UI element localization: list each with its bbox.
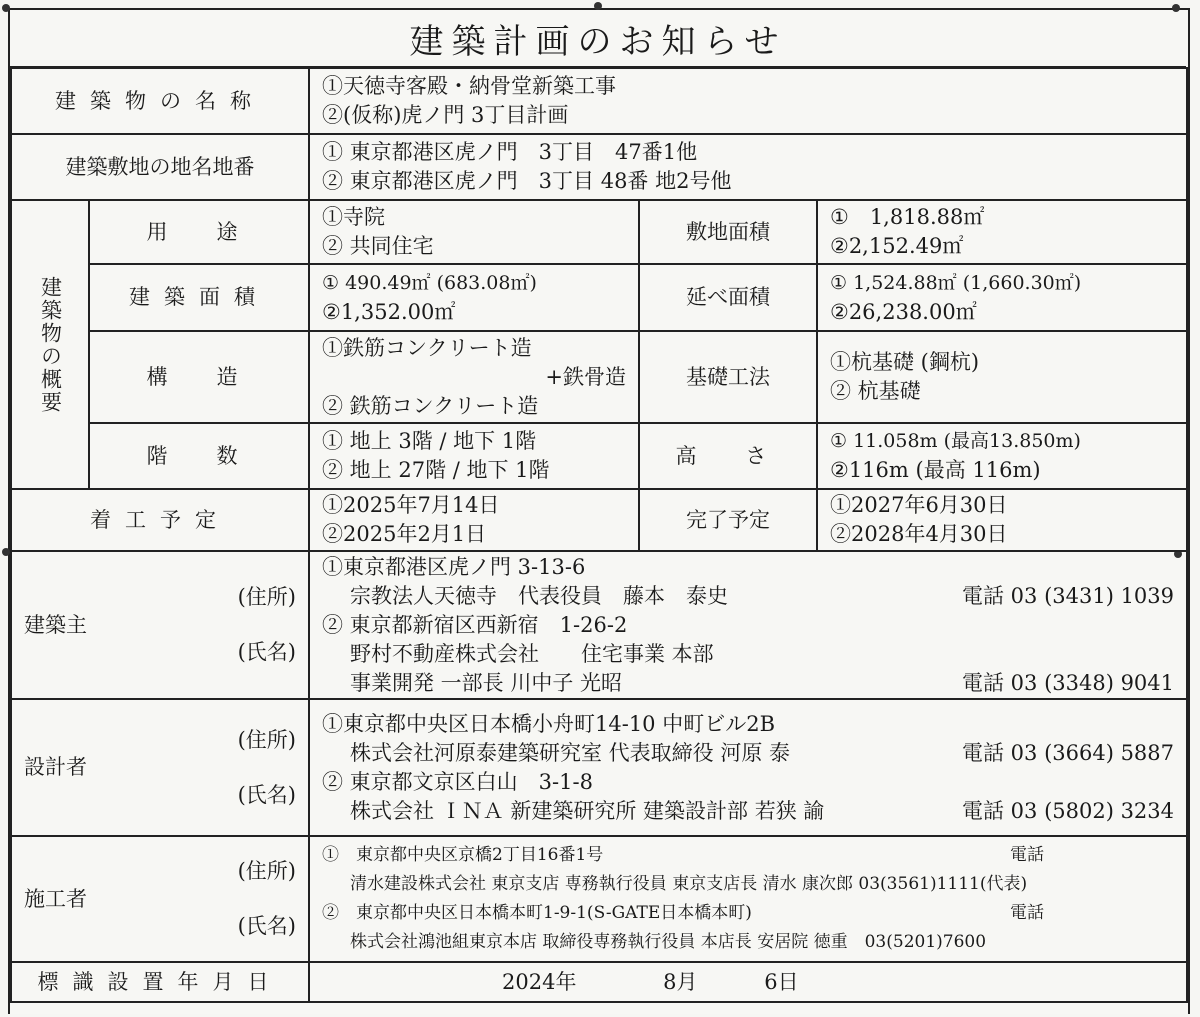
floor-area-value: ① 1,524.88㎡ (1,660.30㎡) ②26,238.00㎡ [817, 264, 1187, 331]
row-building-area [11, 264, 1187, 331]
designer-addr-label: (住所) [237, 727, 296, 752]
notice-table [10, 67, 1188, 1003]
foundation-label: 基礎工法 [639, 331, 817, 423]
site-address-line2: ② 東京都港区虎ノ門 3丁目 48番 地2号他 [322, 169, 732, 193]
designer-label-cell [11, 699, 309, 836]
building-name-line1: ①天徳寺客殿・納骨堂新築工事 [322, 74, 616, 98]
site-area-label: 敷地面積 [639, 200, 817, 264]
floors-value: ① 地上 3階 / 地下 1階 ② 地上 27階 / 地下 1階 [309, 423, 639, 489]
site-address-value [309, 134, 1187, 200]
designer-name-label: (氏名) [237, 782, 296, 807]
site-address-label: 建築敷地の地名地番 [11, 134, 309, 200]
pin-icon [594, 2, 602, 10]
building-area-value: ① 490.49㎡ (683.08㎡) ②1,352.00㎡ [309, 264, 639, 331]
row-floors [11, 423, 1187, 489]
row-owner [11, 551, 1187, 699]
building-area-label: 建築面積 [89, 264, 309, 331]
row-schedule [11, 489, 1187, 551]
posted-label: 標識設置年月日 [11, 962, 309, 1002]
owner-label: 建築主 [24, 612, 87, 637]
owner-name-label: (氏名) [237, 640, 296, 664]
overview-label: 建築物の概要 [11, 200, 89, 489]
posted-month: 8月 [663, 969, 698, 994]
contractor-addr-label: (住所) [237, 859, 296, 883]
designer-value: ①東京都中央区日本橋小舟町14-10 中町ビル2B 株式会社河原泰建築研究室 代表取締役 河原 泰 電話 03 (3664) 5887 ② 東京都文京区白山 3-1-8 株式会社 ＩＮＡ 新建築研究所 建築設計部 若狭 諭 電話 03 (5802) 3234 [309, 699, 1187, 836]
row-posted-date [11, 962, 1187, 1002]
site-area-value: ① 1,818.88㎡ ②2,152.49㎡ [817, 200, 1187, 264]
foundation-value: ①杭基礎 (鋼杭) ② 杭基礎 [817, 331, 1187, 423]
height-value: ① 11.058m (最高13.850m) ②116m (最高 116m) [817, 423, 1187, 489]
end-value: ①2027年6月30日 ②2028年4月30日 [817, 489, 1187, 551]
contractor-label: 施工者 [24, 886, 87, 911]
structure-label: 構 造 [89, 331, 309, 423]
owner-label-cell [11, 551, 309, 699]
floor-area-label: 延べ面積 [639, 264, 817, 331]
page-title: 建築計画のお知らせ [10, 10, 1186, 68]
designer-label: 設計者 [24, 755, 87, 779]
pin-icon [2, 4, 10, 12]
building-name-label: 建築物の名称 [11, 68, 309, 134]
contractor-value: ① 東京都中央区京橋2丁目16番1号 電話 清水建設株式会社 東京支店 専務執行役員 東京支店長 清水 康次郎 03(3561)1111(代表) ② 東京都中央区日本橋本町1-9-1(S-GATE日本橋本町) 電話 株式会社鴻池組東京本店 取締役専務執行役員 本店長 安居院 徳重 03(5201)7600 [309, 836, 1187, 962]
row-building-name [11, 68, 1187, 134]
pin-icon [2, 548, 10, 556]
row-site-address [11, 134, 1187, 200]
contractor-name-label: (氏名) [237, 914, 296, 938]
use-label: 用 途 [89, 200, 309, 264]
building-name-line2: ②(仮称)虎ノ門 3丁目計画 [322, 103, 569, 127]
end-label: 完了予定 [639, 489, 817, 551]
row-use [11, 200, 1187, 264]
use-value: ①寺院 ② 共同住宅 [309, 200, 639, 264]
building-name-value [309, 68, 1187, 134]
row-contractor [11, 836, 1187, 962]
row-structure [11, 331, 1187, 423]
start-label: 着工予定 [11, 489, 309, 551]
owner-value: ①東京都港区虎ノ門 3-13-6 宗教法人天徳寺 代表役員 藤本 泰史 電話 03 (3431) 1039 ② 東京都新宿区西新宿 1-26-2 野村不動産株式会社 住宅事業 本部 事業開発 一部長 川中子 光昭 電話 03 (3348) 9041 [309, 551, 1187, 699]
posted-day: 6日 [764, 969, 799, 994]
row-designer [11, 699, 1187, 836]
floors-label: 階 数 [89, 423, 309, 489]
contractor-label-cell [11, 836, 309, 962]
height-label: 高 さ [639, 423, 817, 489]
posted-year: 2024年 [502, 969, 577, 994]
start-value: ①2025年7月14日 ②2025年2月1日 [309, 489, 639, 551]
posted-value [309, 962, 1187, 1002]
structure-value: ①鉄筋コンクリート造 +鉄骨造 ② 鉄筋コンクリート造 [309, 331, 639, 423]
site-address-line1: ① 東京都港区虎ノ門 3丁目 47番1他 [322, 140, 698, 164]
owner-addr-label: (住所) [237, 585, 296, 609]
